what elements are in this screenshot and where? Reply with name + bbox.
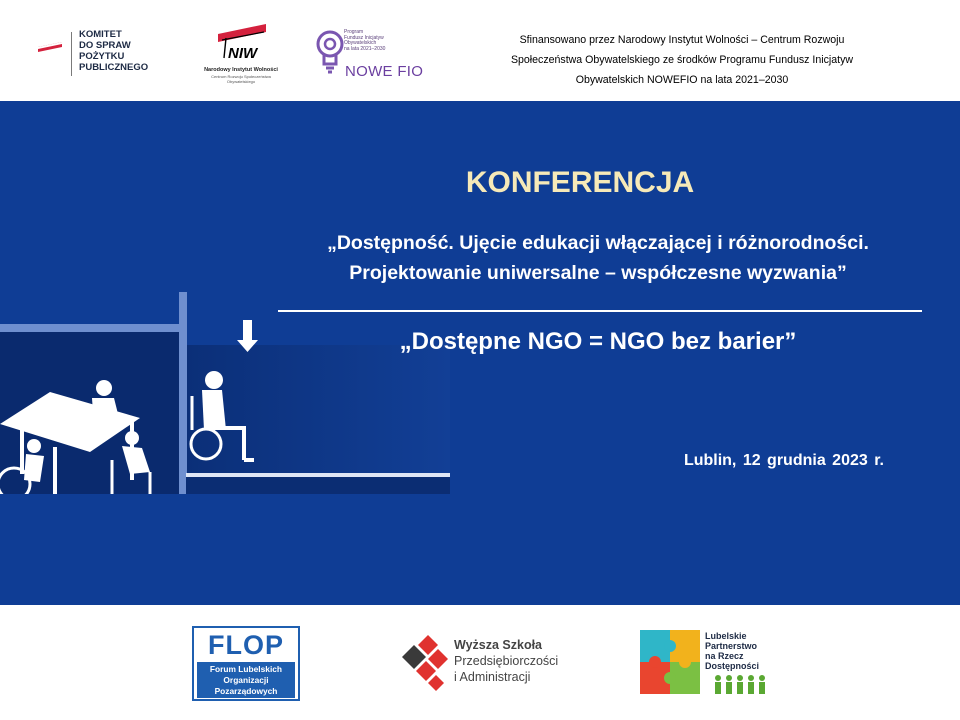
lightbulb-icon	[316, 28, 346, 76]
fio-program-text: Program Fundusz Inicjatyw Obywatelskich na lata 2021–2030	[344, 29, 386, 52]
wspia-text: Wyższa Szkoła Przedsiębiorczości i Administracji	[454, 638, 559, 684]
flop-logo	[192, 626, 300, 701]
puzzle-icon	[639, 629, 701, 695]
funding-note: Sfinansowano przez Narodowy Instytut Wolności – Centrum Rozwoju Społeczeństwa Obywatelskiego ze środków Programu Fundusz Inicjatyw Obywatelskich NOWEFIO na lata 2021–2030	[510, 34, 854, 86]
people-icon	[713, 673, 769, 695]
niw-caption-small: Centrum Rozwoju Społeczeństwa Obywatelskiego	[211, 74, 271, 84]
niw-logo	[200, 22, 282, 84]
flop-word: FLOP	[208, 630, 284, 660]
conference-motto: „Dostępne NGO = NGO bez barier”	[399, 328, 797, 355]
niw-caption: Narodowy Instytut Wolności	[204, 67, 278, 73]
wspia-mark-icon	[398, 627, 450, 695]
lprd-text: Lubelskie Partnerstwo na Rzecz Dostępności	[705, 631, 760, 671]
flop-caption: Forum Lubelskich Organizacji Pozarządowych	[197, 662, 295, 698]
lprd-logo	[639, 629, 779, 701]
niw-mark-text: NIW	[228, 45, 258, 62]
place-date: Lublin, 12 grudnia 2023 r.	[683, 452, 884, 469]
partner-logos-bar	[0, 605, 960, 720]
kpp-logo	[38, 26, 178, 82]
nowe-fio-logo	[316, 26, 440, 82]
niw-mark-icon	[214, 24, 270, 64]
fio-title: NOWE FIO	[345, 63, 424, 80]
wspia-logo	[398, 627, 578, 699]
conference-title: KONFERENCJA	[465, 166, 695, 199]
polish-flag-icon	[38, 42, 62, 54]
conference-subtitle: „Dostępność. Ujęcie edukacji włączającej i różnorodności. Projektowanie uniwersalne – współczesne wyzwania”	[327, 232, 869, 284]
title-divider	[278, 310, 922, 312]
kpp-logo-text: KOMITET DO SPRAW POŻYTKU PUBLICZNEGO	[79, 29, 149, 73]
header-bar	[0, 0, 960, 101]
kpp-divider	[71, 32, 72, 76]
